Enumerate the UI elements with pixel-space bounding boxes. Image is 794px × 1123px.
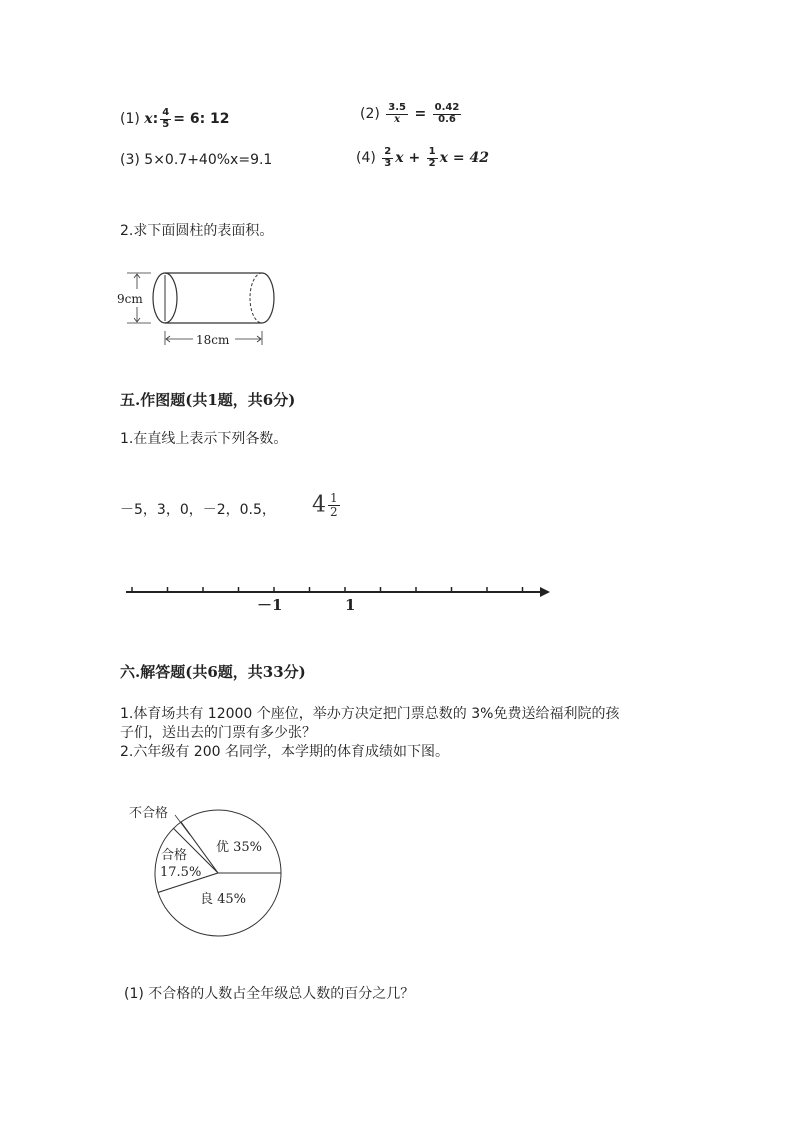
equation-3-expr: 5×0.7+40%x=9.1 bbox=[144, 152, 273, 168]
label-pass-name: 合格 bbox=[161, 848, 188, 863]
label-excellent: 优 35% bbox=[216, 840, 263, 855]
section-6-question-1-line1: 1.体育场共有 12000 个座位，举办方决定把门票总数的 3%免费送给福利院的孩 bbox=[120, 706, 620, 722]
pie-chart bbox=[120, 795, 300, 955]
equation-3 bbox=[120, 152, 272, 168]
equation-2-eq: = bbox=[414, 106, 427, 122]
equation-4-d2: 2 bbox=[428, 157, 436, 169]
equation-2-left-fraction bbox=[386, 103, 408, 125]
equation-4-fraction-2 bbox=[427, 147, 438, 169]
tick-label-1: 1 bbox=[345, 596, 356, 614]
section-5-question-1: 1.在直线上表示下列各数。 bbox=[120, 431, 288, 447]
equation-4-label: (4) bbox=[356, 150, 376, 166]
cylinder-right-face-front bbox=[262, 273, 274, 323]
equation-1-colon: : bbox=[152, 111, 159, 127]
section-6-question-1-line2: 子们，送出去的门票有多少张？ bbox=[120, 725, 316, 741]
section-5-title: 五.作图题(共1题，共6分) bbox=[120, 391, 296, 409]
equation-4-x1: x + bbox=[395, 150, 421, 166]
mixed-number-den: 2 bbox=[330, 504, 338, 519]
equation-1 bbox=[120, 108, 230, 130]
equation-1-var: x bbox=[144, 111, 153, 127]
height-label: 9cm bbox=[117, 292, 143, 306]
equation-1-den: 5 bbox=[162, 118, 170, 130]
equation-2 bbox=[360, 103, 463, 125]
equation-1-num: 4 bbox=[162, 107, 170, 118]
equation-3-label: (3) bbox=[120, 152, 140, 168]
equation-2-rnum: 0.42 bbox=[434, 102, 460, 113]
mixed-number-num: 1 bbox=[330, 491, 338, 505]
equation-2-rden: 0.6 bbox=[438, 113, 456, 125]
length-label: 18cm bbox=[196, 333, 230, 347]
number-line bbox=[120, 580, 560, 620]
equation-1-label: (1) bbox=[120, 111, 140, 127]
cylinder-figure bbox=[115, 265, 285, 355]
section-6-title: 六.解答题(共6题，共33分) bbox=[120, 663, 306, 681]
label-fail: 不合格 bbox=[129, 806, 169, 821]
equation-4-d1: 3 bbox=[384, 157, 392, 169]
equation-2-right-fraction bbox=[433, 103, 462, 125]
equation-4-n2: 1 bbox=[428, 146, 436, 157]
equation-4-n1: 2 bbox=[384, 146, 392, 157]
equation-4-x2: x = 42 bbox=[439, 150, 489, 166]
equation-2-den: x bbox=[394, 113, 401, 125]
equation-1-fraction bbox=[160, 108, 171, 130]
tick-label-neg1: －1 bbox=[257, 596, 283, 614]
equation-4 bbox=[356, 147, 489, 169]
equation-4-fraction-1 bbox=[382, 147, 393, 169]
mixed-number-fraction bbox=[328, 492, 340, 518]
equation-2-label: (2) bbox=[360, 106, 380, 122]
mixed-number bbox=[312, 492, 342, 518]
equation-2-num: 3.5 bbox=[388, 102, 407, 113]
sub-question-1: (1) 不合格的人数占全年级总人数的百分之几？ bbox=[124, 986, 415, 1002]
cylinder-right-face-back bbox=[250, 273, 262, 323]
section-6-question-2: 2.六年级有 200 名同学，本学期的体育成绩如下图。 bbox=[120, 744, 449, 760]
number-line-arrow bbox=[540, 587, 550, 597]
label-good: 良 45% bbox=[200, 892, 247, 907]
question-cylinder-text: 2.求下面圆柱的表面积。 bbox=[120, 223, 274, 239]
mixed-number-whole: 4 bbox=[312, 492, 326, 518]
numbers-list: －5，3，0，－2，0.5， bbox=[120, 502, 276, 518]
equation-1-rhs: = 6: 12 bbox=[173, 111, 230, 127]
label-pass-value: 17.5% bbox=[160, 865, 202, 880]
